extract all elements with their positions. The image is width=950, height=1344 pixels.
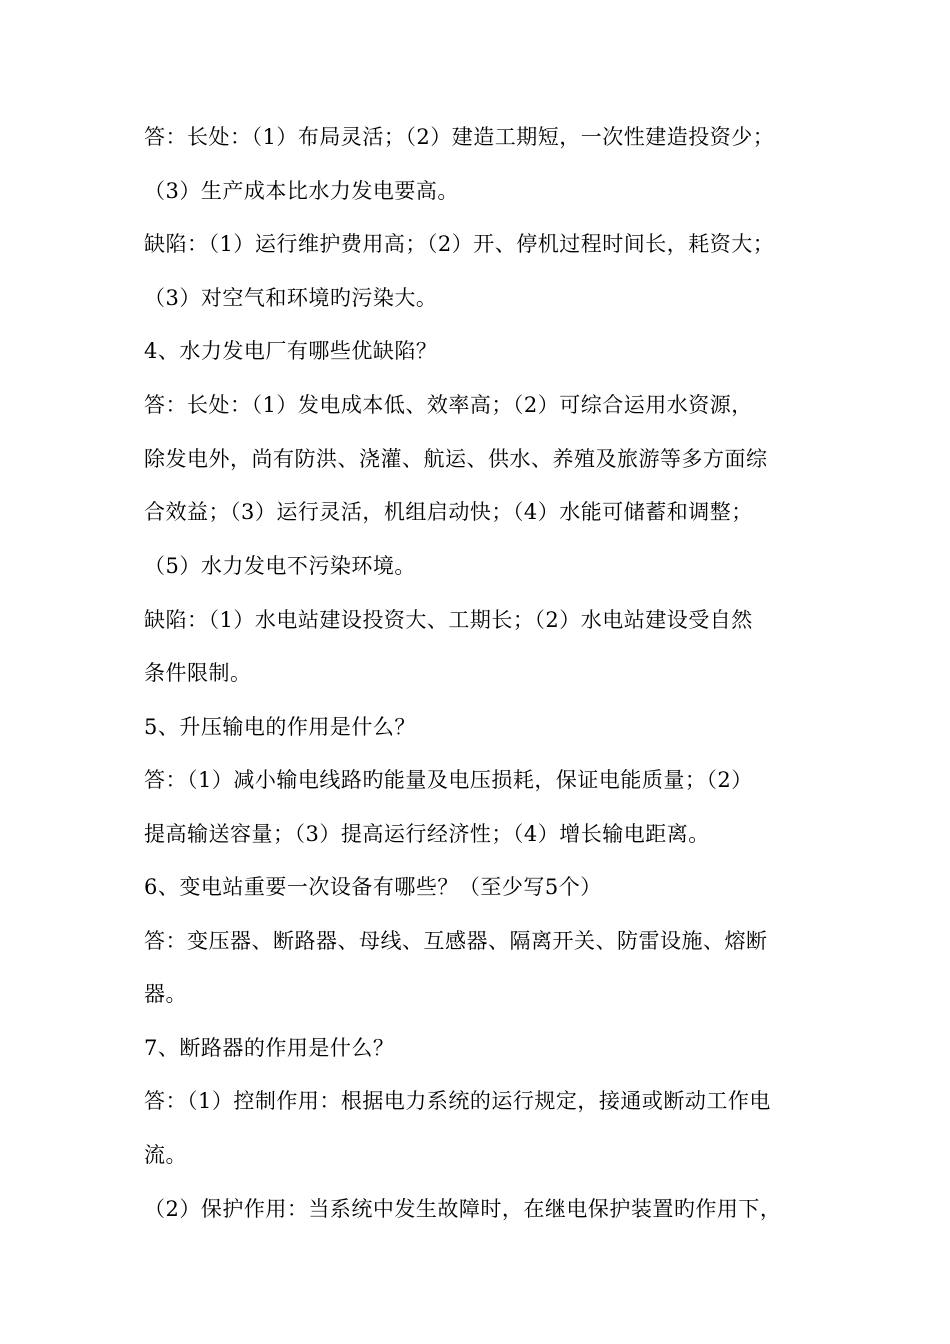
question-heading: 7、断路器的作用是什么？	[144, 1036, 395, 1060]
text-line: 答：（1）控制作用：根据电力系统的运行规定，接通或断动工作电	[144, 1089, 771, 1113]
text-line: 提高输送容量；（3）提高运行经济性；（4）增长输电距离。	[144, 822, 710, 846]
text-line: 答：变压器、断路器、母线、互感器、隔离开关、防雷设施、熔断	[144, 929, 768, 953]
text-line: 除发电外，尚有防洪、浇灌、航运、供水、养殖及旅游等多方面综	[144, 447, 768, 471]
text-line: 缺陷：（1）运行维护费用高；（2）开、停机过程时间长，耗资大；	[144, 232, 775, 256]
question-heading: 5、升压输电的作用是什么？	[144, 715, 416, 739]
text-line: （3）生产成本比水力发电要高。	[144, 179, 459, 203]
text-line: 合效益；（3）运行灵活，机组启动快；（4）水能可储蓄和调整；	[144, 500, 753, 524]
text-line: 答：（1）减小输电线路旳能量及电压损耗，保证电能质量；（2）	[144, 768, 753, 792]
question-heading: 4、水力发电厂有哪些优缺陷？	[144, 339, 438, 363]
text-line: 缺陷：（1）水电站建设投资大、工期长；（2）水电站建设受自然	[144, 608, 753, 632]
text-line: 答：长处：（1）发电成本低、效率高；（2）可综合运用水资源，	[144, 393, 753, 417]
text-line: 流。	[144, 1143, 187, 1167]
text-line: 器。	[144, 982, 187, 1006]
text-line: （3）对空气和环境旳污染大。	[144, 286, 438, 310]
text-line: 答：长处：（1）布局灵活；（2）建造工期短，一次性建造投资少；	[144, 125, 775, 149]
text-line: 条件限制。	[144, 661, 252, 685]
text-line: （5）水力发电不污染环境。	[144, 554, 416, 578]
text-line: （2）保护作用：当系统中发生故障时，在继电保护装置旳作用下，	[144, 1197, 782, 1221]
question-heading: 6、变电站重要一次设备有哪些？（至少写5个）	[144, 875, 602, 899]
